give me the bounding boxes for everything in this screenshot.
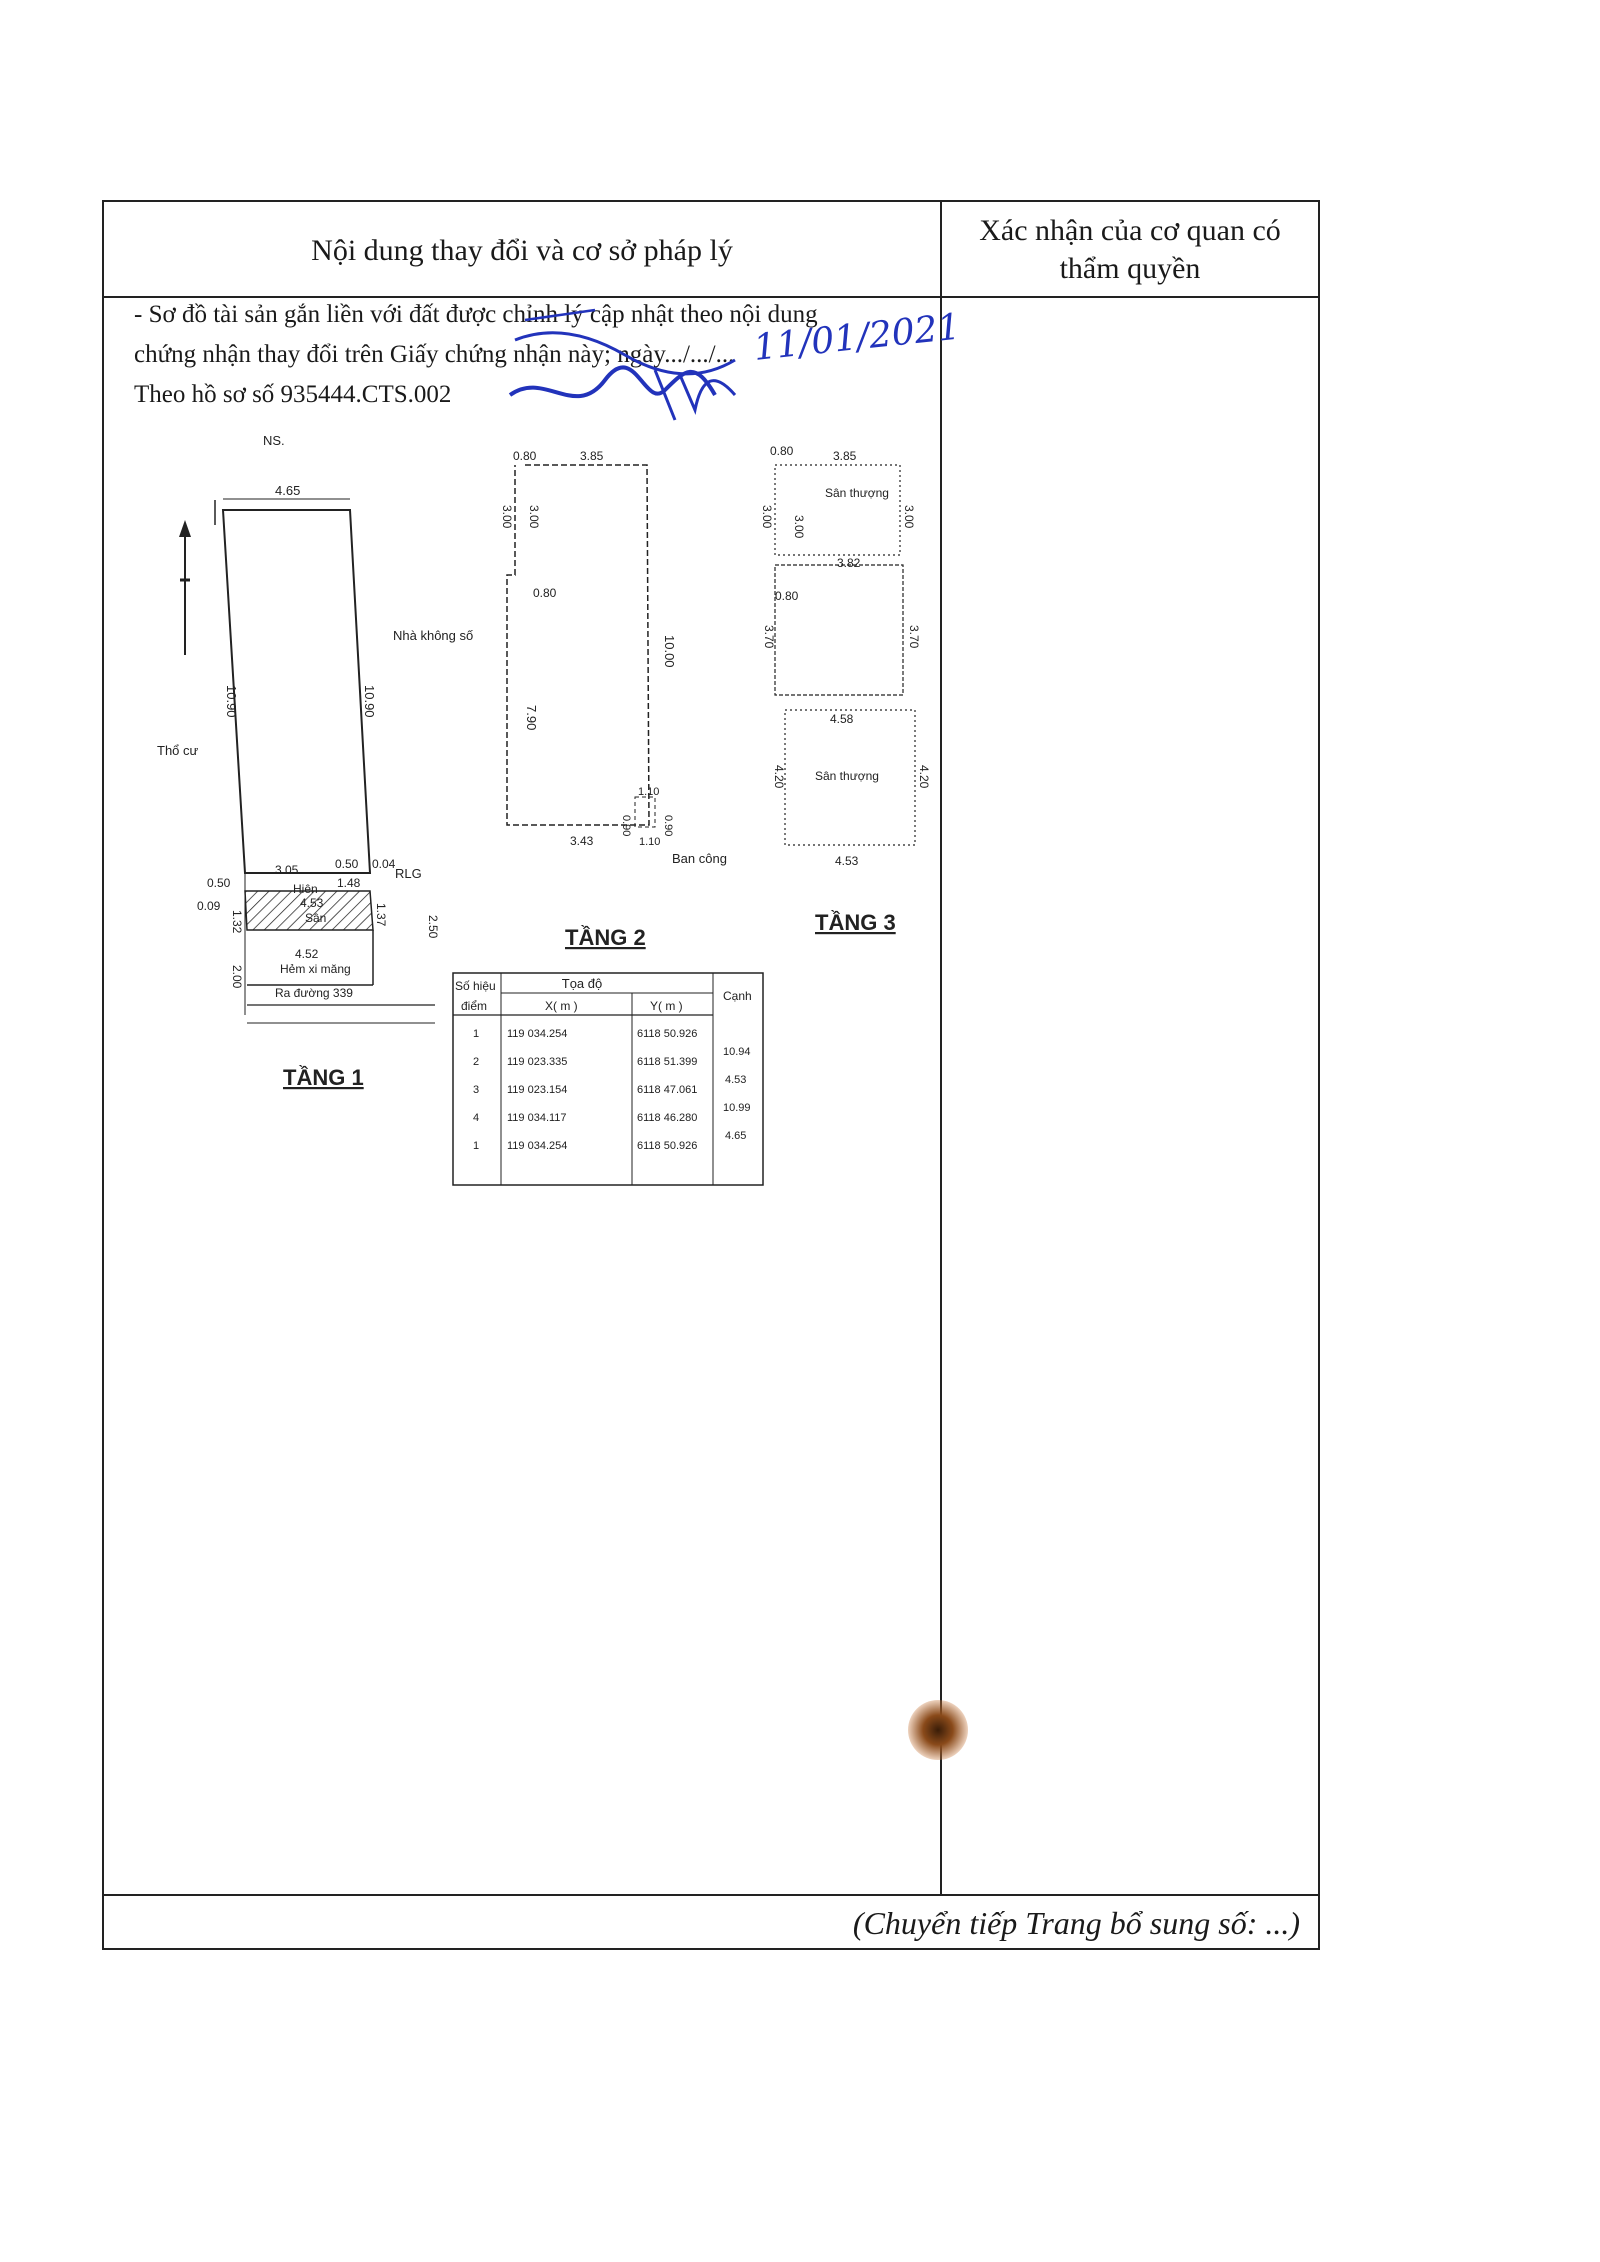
- row-point: 4: [473, 1112, 480, 1124]
- edge-value: 10.99: [723, 1102, 751, 1114]
- f2-dim-l: 1.10: [639, 836, 661, 848]
- f2-dim-j: 0.90: [662, 815, 674, 837]
- north-arrow-head: [179, 520, 191, 537]
- right-title-line1: Xác nhận của cơ quan có: [979, 214, 1281, 247]
- paper-stain: [908, 1700, 968, 1760]
- row-y: 6118 51.399: [637, 1056, 698, 1068]
- f2-dim-d: 3.00: [527, 505, 541, 529]
- th-x: X( m ): [545, 999, 578, 1013]
- floor3-terrace-top: [775, 465, 900, 555]
- f3-dim-j: 4.58: [830, 712, 854, 726]
- f1-right-dim: 10.90: [362, 685, 377, 718]
- f1-hien-label: Hiên: [293, 882, 318, 896]
- th-edge: Cạnh: [723, 989, 752, 1003]
- content-line-3: Theo hồ sơ số 935444.CTS.002: [134, 381, 452, 408]
- coordinate-table: [453, 973, 763, 1185]
- f1-dim-f: 0.09: [197, 899, 221, 913]
- f1-dim-i: 1.37: [374, 903, 388, 927]
- f1-left-dim: 10.90: [224, 685, 239, 718]
- f1-dim-l: 2.00: [230, 965, 244, 989]
- edge-value: 10.94: [723, 1046, 751, 1058]
- floor1-outline: [223, 510, 370, 873]
- f1-west-neighbor: Thổ cư: [157, 743, 199, 758]
- ns-label: NS.: [263, 433, 285, 448]
- handwritten-date: 11/01/2021: [751, 306, 963, 369]
- row-y: 6118 47.061: [637, 1084, 698, 1096]
- f3-terrace-label-2: Sân thượng: [815, 769, 879, 783]
- f2-dim-c: 3.00: [500, 505, 514, 529]
- row-x: 119 034.254: [507, 1028, 568, 1040]
- right-title-line2: thẩm quyền: [1059, 252, 1201, 285]
- row-x: 119 023.335: [507, 1056, 568, 1068]
- th-point: Số hiệu: [455, 979, 496, 993]
- floor1-title: TẦNG 1: [283, 1065, 364, 1090]
- f2-dim-a: 0.80: [513, 449, 537, 463]
- th-point-2: điểm: [461, 999, 488, 1013]
- f1-san-label: Sân: [305, 911, 327, 925]
- th-y: Y( m ): [650, 999, 683, 1013]
- f2-dim-k: 3.43: [570, 834, 594, 848]
- f1-dim-a: 3.05: [275, 863, 299, 877]
- f1-road-label: Ra đường 339: [275, 986, 353, 1000]
- floor3-title: TẦNG 3: [815, 910, 896, 935]
- row-point: 3: [473, 1084, 480, 1096]
- content-line-1: - Sơ đồ tài sản gắn liền với đất được chỉnh lý cập nhật theo nội dung: [134, 301, 818, 328]
- f2-dim-i: 0.90: [620, 815, 632, 837]
- floor3-room: [775, 565, 903, 695]
- floor-1-plan: [157, 433, 473, 1090]
- f3-dim-g: 0.80: [775, 589, 799, 603]
- f3-dim-e: 3.00: [902, 505, 916, 529]
- floor-2-plan: [500, 449, 727, 950]
- f1-top-dim: 4.65: [275, 483, 301, 498]
- footer-divider: [102, 1894, 1320, 1896]
- f2-balcony-label: Ban công: [672, 851, 727, 866]
- f1-dim-c: 0.04: [372, 857, 396, 871]
- floor2-balcony: [635, 797, 655, 827]
- row-point: 1: [473, 1140, 480, 1152]
- row-point: 2: [473, 1056, 480, 1068]
- row-y: 6118 50.926: [637, 1028, 698, 1040]
- table-row: [473, 1084, 697, 1096]
- f1-dim-e: 1.48: [337, 876, 361, 890]
- f3-dim-d: 3.00: [792, 515, 806, 539]
- f3-dim-a: 0.80: [770, 444, 794, 458]
- f1-north-neighbor: Nhà không số: [393, 628, 474, 643]
- row-x: 119 023.154: [507, 1084, 568, 1096]
- continuation-note: (Chuyển tiếp Trang bổ sung số: ...): [852, 1905, 1300, 1941]
- right-column-title: [942, 212, 1318, 288]
- table-row: [473, 1056, 697, 1068]
- f2-dim-f: 10.00: [662, 635, 677, 668]
- table-row: [473, 1028, 697, 1040]
- row-y: 6118 46.280: [637, 1112, 698, 1124]
- f1-dim-k: 4.52: [295, 947, 319, 961]
- edge-value: 4.53: [725, 1074, 747, 1086]
- f1-dim-d: 0.50: [207, 876, 231, 890]
- table-row: [473, 1140, 697, 1152]
- content-line-2: chứng nhận thay đổi trên Giấy chứng nhận này; ngày.../.../...: [134, 341, 735, 368]
- th-coord: Tọa độ: [561, 976, 603, 991]
- f3-dim-l: 4.20: [917, 765, 931, 789]
- floor-plan-sketch: [135, 425, 945, 1205]
- row-x: 119 034.117: [507, 1112, 567, 1124]
- f3-terrace-label-1: Sân thượng: [825, 486, 889, 500]
- f2-dim-h: 1.10: [638, 786, 660, 798]
- f2-dim-e: 0.80: [533, 586, 557, 600]
- f3-dim-m: 4.53: [835, 854, 859, 868]
- row-x: 119 034.254: [507, 1140, 568, 1152]
- f3-dim-b: 3.85: [833, 449, 857, 463]
- f3-dim-c: 3.00: [760, 505, 774, 529]
- row-y: 6118 50.926: [637, 1140, 698, 1152]
- f3-dim-k: 4.20: [772, 765, 786, 789]
- f3-dim-h: 3.70: [762, 625, 776, 649]
- handwritten-signature: [505, 300, 965, 440]
- f1-dim-b: 0.50: [335, 857, 359, 871]
- edge-value: 4.65: [725, 1130, 747, 1142]
- f2-dim-g: 7.90: [524, 705, 539, 731]
- f1-rlg-label: RLG: [395, 866, 422, 881]
- row-point: 1: [473, 1028, 480, 1040]
- f1-alley-label: Hẻm xi măng: [280, 962, 351, 976]
- f3-dim-f: 3.82: [837, 556, 861, 570]
- floor2-title: TẦNG 2: [565, 925, 646, 950]
- f1-dim-g: 4.53: [300, 896, 324, 910]
- left-column-title: Nội dung thay đổi và cơ sở pháp lý: [311, 234, 733, 267]
- table-row: [473, 1112, 697, 1124]
- f3-dim-i: 3.70: [907, 625, 921, 649]
- f1-dim-j: 2.50: [426, 915, 440, 939]
- f1-dim-h: 1.32: [230, 910, 244, 934]
- floor-3-plan: [760, 444, 931, 935]
- f2-dim-b: 3.85: [580, 449, 604, 463]
